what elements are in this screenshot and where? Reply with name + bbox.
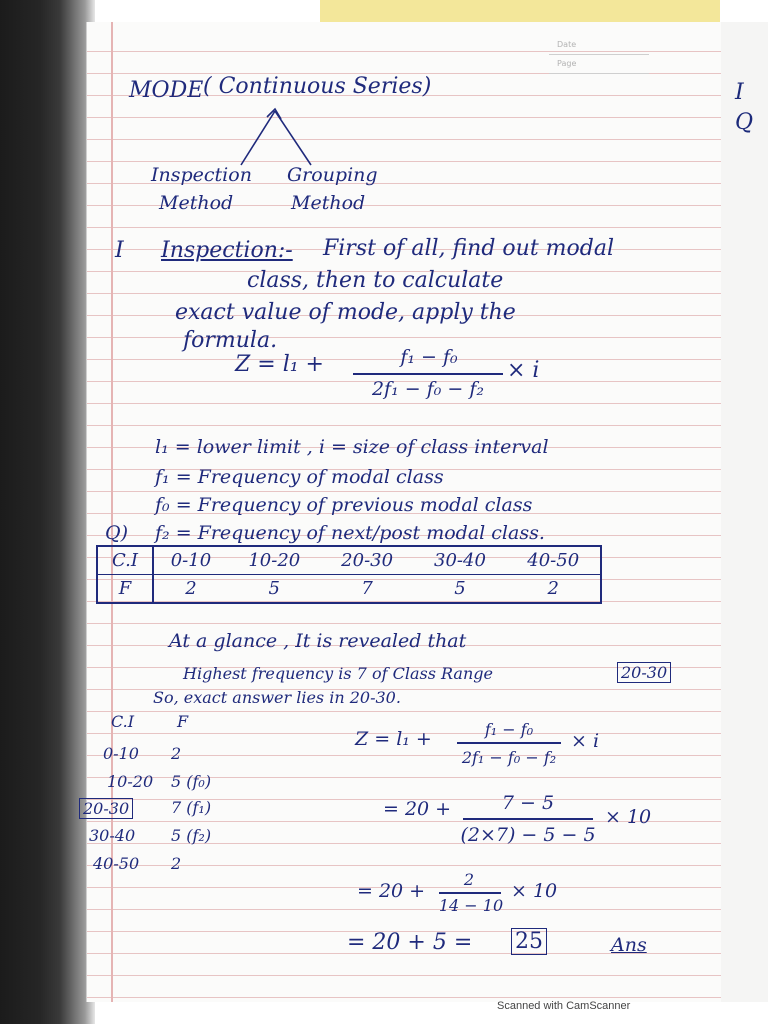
side-table-ci: 10-20 — [107, 772, 154, 791]
section-text: class, then to calculate — [247, 268, 504, 293]
solution-step3: = 20 + 5 = — [347, 930, 473, 955]
section-numeral: I — [115, 238, 124, 263]
inspection-method-label: Method — [159, 192, 234, 214]
table-cell: 2 — [506, 575, 601, 604]
dark-background — [0, 0, 95, 1024]
fraction-bar — [463, 818, 593, 820]
definition-line: l₁ = lower limit , i = size of class interval — [155, 436, 549, 458]
date-label: Date — [549, 36, 649, 55]
solution-formula-den: 2f₁ − f₀ − f₂ — [461, 748, 557, 767]
fraction-bar — [353, 373, 503, 375]
adjacent-page-char: I — [735, 80, 744, 105]
solution-formula-lhs: Z = l₁ + — [355, 728, 432, 750]
question-label: Q) — [105, 522, 128, 544]
grouping-method-label: Method — [291, 192, 366, 214]
side-table-f: 2 — [171, 854, 182, 873]
conclusion-line: So, exact answer lies in 20-30. — [153, 688, 401, 707]
table-header-f: F — [97, 575, 153, 604]
table-cell: 30-40 — [414, 546, 507, 575]
notebook-page — [83, 22, 721, 1002]
side-table-ci: 30-40 — [89, 826, 136, 845]
table-cell: 5 — [414, 575, 507, 604]
section-text: formula. — [183, 328, 278, 353]
modal-class-box: 20-30 — [617, 662, 671, 683]
table-cell: 20-30 — [321, 546, 414, 575]
solution-step2-den: 14 − 10 — [438, 896, 504, 915]
side-table-header-f: F — [177, 712, 189, 731]
definition-line: f₁ = Frequency of modal class — [155, 466, 444, 488]
scanner-watermark: Scanned with CamScanner — [497, 1000, 631, 1012]
table-cell: 40-50 — [506, 546, 601, 575]
page-subtitle: ( Continuous Series) — [203, 74, 432, 99]
side-table-ci: 0-10 — [103, 744, 139, 763]
grouping-method-label: Grouping — [287, 164, 378, 186]
conclusion-line: At a glance , It is revealed that — [169, 630, 467, 652]
solution-step1-lhs: = 20 + — [383, 798, 452, 820]
solution-formula-times: × i — [571, 730, 600, 752]
table-row — [97, 575, 601, 604]
table-cell: 2 — [153, 575, 228, 604]
page-label: Page — [549, 55, 649, 74]
table-cell: 0-10 — [153, 546, 228, 575]
side-table-f: 7 (f₁) — [171, 798, 212, 817]
adjacent-page — [720, 22, 768, 1002]
inspection-method-label: Inspection — [151, 164, 252, 186]
table-cell: 10-20 — [228, 546, 321, 575]
final-answer-box: 25 — [511, 928, 547, 955]
solution-step1-times: × 10 — [605, 806, 652, 828]
formula-lhs: Z = l₁ + — [235, 352, 324, 377]
frequency-table — [96, 545, 602, 604]
date-page-box — [549, 36, 649, 78]
conclusion-line: Highest frequency is 7 of Class Range — [183, 664, 493, 683]
formula-denominator: 2f₁ − f₀ − f₂ — [371, 378, 485, 400]
side-table-f: 5 (f₂) — [171, 826, 212, 845]
table-cell: 7 — [321, 575, 414, 604]
adjacent-page-char: Q — [735, 110, 754, 135]
definition-line: f₀ = Frequency of previous modal class — [155, 494, 533, 516]
section-text: exact value of mode, apply the — [175, 300, 516, 325]
solution-step2-lhs: = 20 + — [357, 880, 426, 902]
table-header-ci: C.I — [97, 546, 153, 575]
section-text: First of all, find out modal — [323, 236, 615, 261]
side-table-header-ci: C.I — [111, 712, 135, 731]
side-table-f: 2 — [171, 744, 182, 763]
answer-label: Ans — [611, 934, 647, 956]
section-heading: Inspection:- — [161, 238, 293, 263]
solution-step1-den: (2×7) − 5 − 5 — [460, 824, 596, 846]
solution-formula-num: f₁ − f₀ — [484, 720, 534, 739]
solution-step2-num: 2 — [463, 870, 475, 889]
table-cell: 5 — [228, 575, 321, 604]
table-row — [97, 546, 601, 575]
solution-step2-times: × 10 — [511, 880, 558, 902]
formula-numerator: f₁ − f₀ — [400, 346, 458, 368]
solution-step1-num: 7 − 5 — [501, 792, 555, 814]
formula-times: × i — [507, 358, 540, 383]
page-title: MODE — [129, 78, 204, 103]
definition-line: f₂ = Frequency of next/post modal class. — [155, 522, 545, 544]
side-table-ci: 40-50 — [93, 854, 140, 873]
desk-background — [320, 0, 720, 22]
fraction-bar — [439, 892, 501, 894]
side-table-f: 5 (f₀) — [171, 772, 212, 791]
side-table-modal-ci: 20-30 — [79, 798, 133, 819]
fraction-bar — [457, 742, 561, 744]
